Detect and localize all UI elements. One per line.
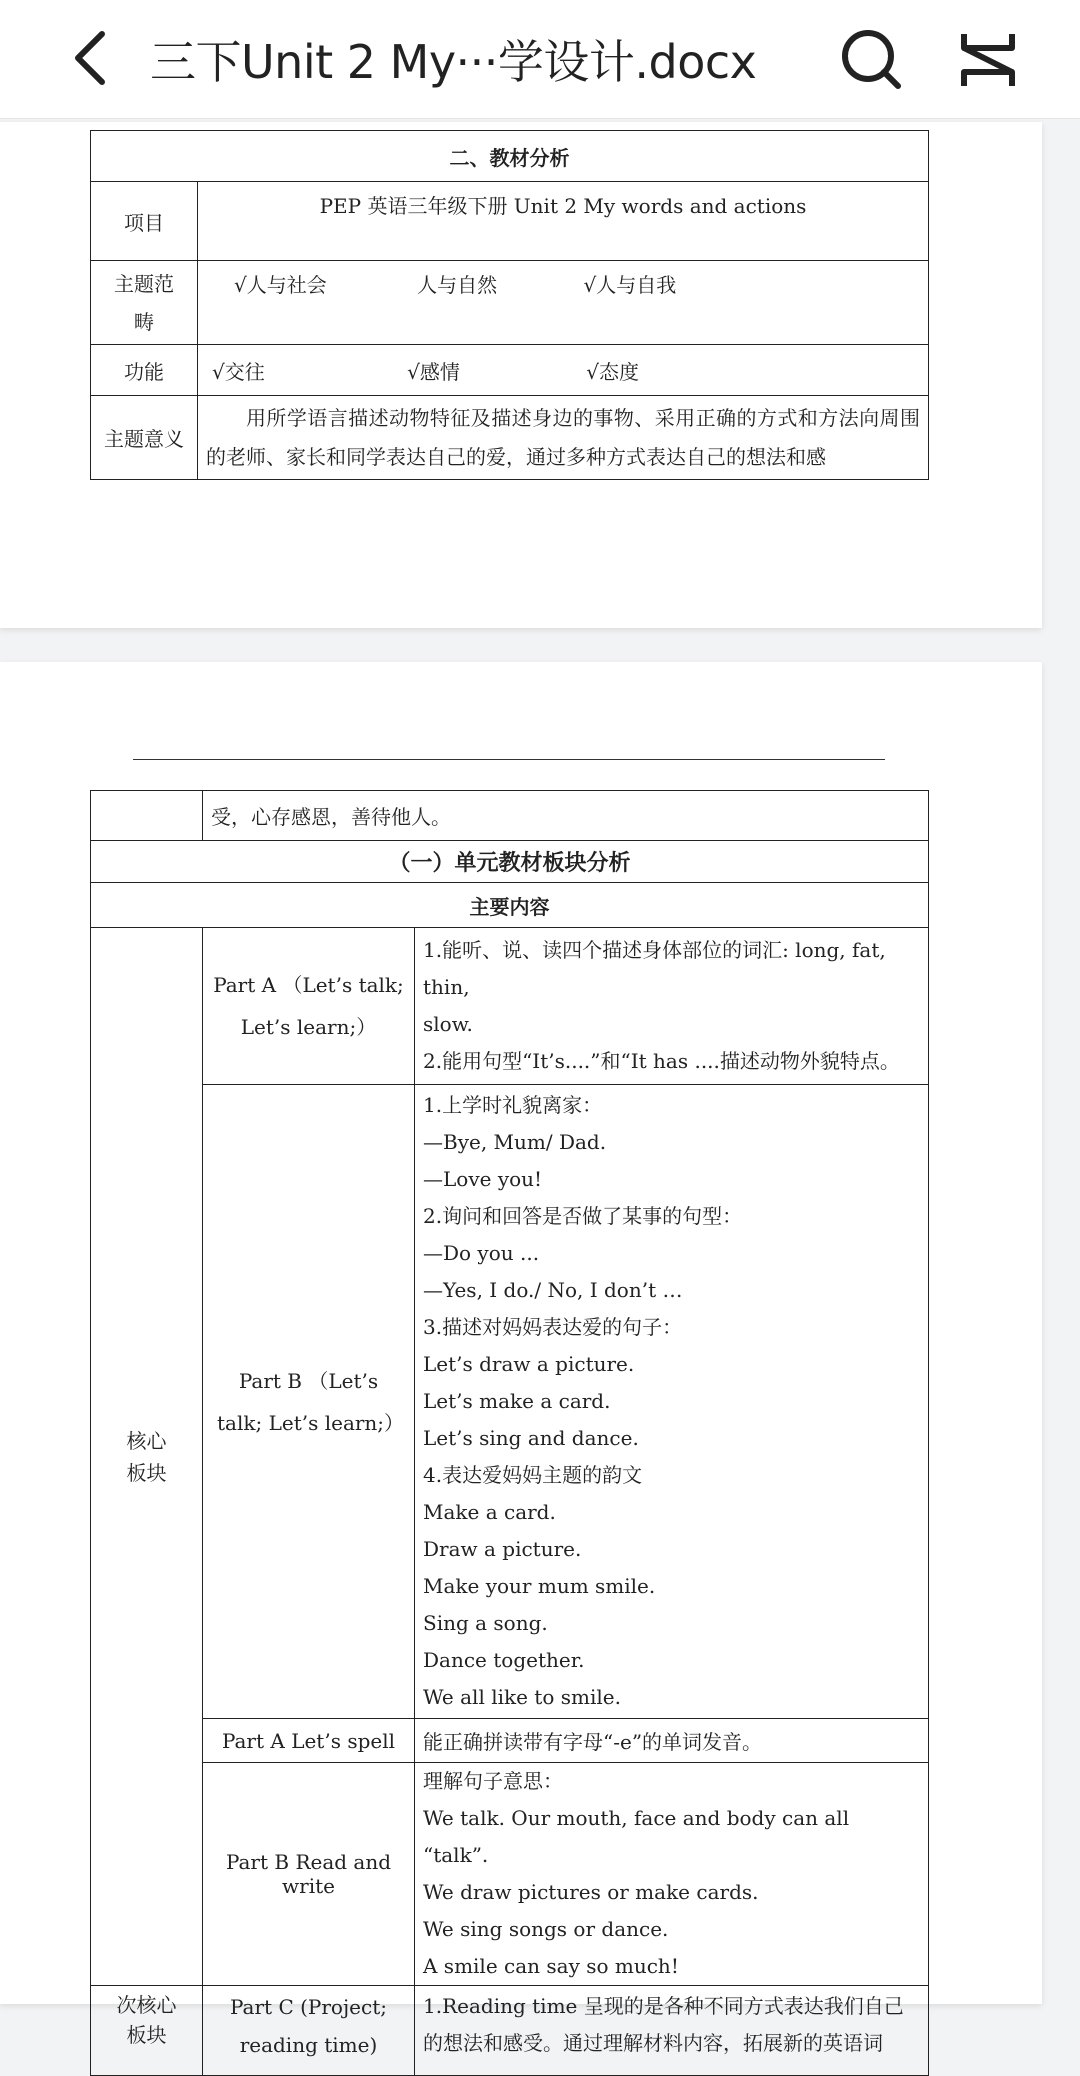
content-line: slow. [423, 1012, 473, 1036]
row-label-project: 项目 [91, 182, 198, 261]
header-divider [133, 759, 885, 760]
content-line: Let’s make a card. [423, 1389, 611, 1413]
content-line: Dance together. [423, 1648, 585, 1672]
unit-module-table [90, 790, 929, 2076]
part-content [415, 1763, 929, 1986]
search-button[interactable] [838, 26, 904, 92]
content-line: 1.Reading time 呈现的是各种不同方式表达我们自己 [423, 1994, 904, 2018]
theme-option: √人与社会 [234, 273, 327, 297]
content-line: We talk. Our mouth, face and body can all “talk”. [423, 1806, 850, 1867]
content-line: Let’s draw a picture. [423, 1352, 635, 1376]
document-page-1 [0, 122, 1042, 628]
content-line: 1.上学时礼貌离家： [423, 1093, 603, 1117]
document-page-2 [0, 662, 1042, 2057]
row-content-project: PEP 英语三年级下册 Unit 2 My words and actions [198, 182, 929, 261]
content-line: 理解句子意思： [423, 1769, 563, 1793]
sub-title: 主要内容 [91, 883, 929, 928]
function-option: √交往 [212, 359, 265, 384]
row-content-theme [198, 261, 929, 345]
content-line: We sing songs or dance. [423, 1917, 669, 1941]
theme-option: √人与自我 [583, 273, 677, 297]
section-title: 二、教材分析 [91, 131, 929, 182]
collapse-icon [958, 30, 1018, 90]
content-line: 1.能听、说、读四个描述身体部位的词汇: long, fat, thin, [423, 938, 886, 999]
continued-text: 受，心存感恩，善待他人。 [203, 791, 929, 841]
function-option: √感情 [407, 359, 460, 384]
content-line: Make a card. [423, 1500, 556, 1524]
part-content: 能正确拼读带有字母“-e”的单词发音。 [415, 1719, 929, 1763]
part-content [415, 928, 929, 1085]
content-line: 的想法和感受。通过理解材料内容，拓展新的英语词 [423, 2031, 883, 2055]
content-line: —Yes, I do./ No, I don’t … [423, 1278, 683, 1302]
row-content-meaning: 用所学语言描述动物特征及描述身边的事物、采用正确的方式和方法向周围的老师、家长和同学表达自己的爱，通过多种方式表达自己的想法和感 [198, 396, 929, 480]
content-line: A smile can say so much! [423, 1954, 679, 1978]
content-line: 3.描述对妈妈表达爱的句子： [423, 1315, 683, 1339]
section-title: （一）单元教材板块分析 [91, 841, 929, 883]
document-title: 三下Unit 2 My···学设计.docx [150, 35, 757, 89]
content-line: Make your mum smile. [423, 1574, 656, 1598]
content-line: Draw a picture. [423, 1537, 582, 1561]
content-line: 4.表达爱妈妈主题的韵文 [423, 1463, 643, 1487]
content-line: Let’s sing and dance. [423, 1426, 639, 1450]
search-icon [838, 26, 904, 92]
menu-button[interactable] [958, 30, 1018, 90]
content-line: —Love you! [423, 1167, 543, 1191]
textbook-analysis-table [90, 130, 929, 480]
core-module-label: 核心板块 [91, 928, 203, 1986]
part-content [415, 1085, 929, 1719]
top-app-bar [0, 0, 1080, 119]
row-label-theme: 主题范畴 [91, 261, 198, 345]
secondary-module-label: 次核心板块 [91, 1986, 203, 2076]
part-name: Part C (Project; reading time) [203, 1986, 415, 2076]
content-line: We all like to smile. [423, 1685, 621, 1709]
function-option: √态度 [586, 359, 639, 384]
content-line: 2.询问和回答是否做了某事的句型： [423, 1204, 743, 1228]
row-label-meaning: 主题意义 [91, 396, 198, 480]
row-content-function [198, 345, 929, 396]
content-line: We draw pictures or make cards. [423, 1880, 759, 1904]
theme-option: 人与自然 [417, 273, 498, 297]
part-content [415, 1986, 929, 2076]
part-name: Part B （Let’s talk; Let’s learn;） [203, 1085, 415, 1719]
part-name: Part A （Let’s talk; Let’s learn;） [203, 928, 415, 1085]
chevron-left-icon [64, 28, 124, 88]
content-line: 2.能用句型“It’s....”和“It has ....描述动物外貌特点。 [423, 1049, 900, 1073]
empty-cell [91, 791, 203, 841]
row-label-function: 功能 [91, 345, 198, 396]
back-button[interactable] [64, 28, 124, 88]
content-line: Sing a song. [423, 1611, 548, 1635]
content-line: —Bye, Mum/ Dad. [423, 1130, 607, 1154]
part-name: Part A Let’s spell [203, 1719, 415, 1763]
part-name: Part B Read and write [203, 1763, 415, 1986]
content-line: —Do you ... [423, 1241, 540, 1265]
